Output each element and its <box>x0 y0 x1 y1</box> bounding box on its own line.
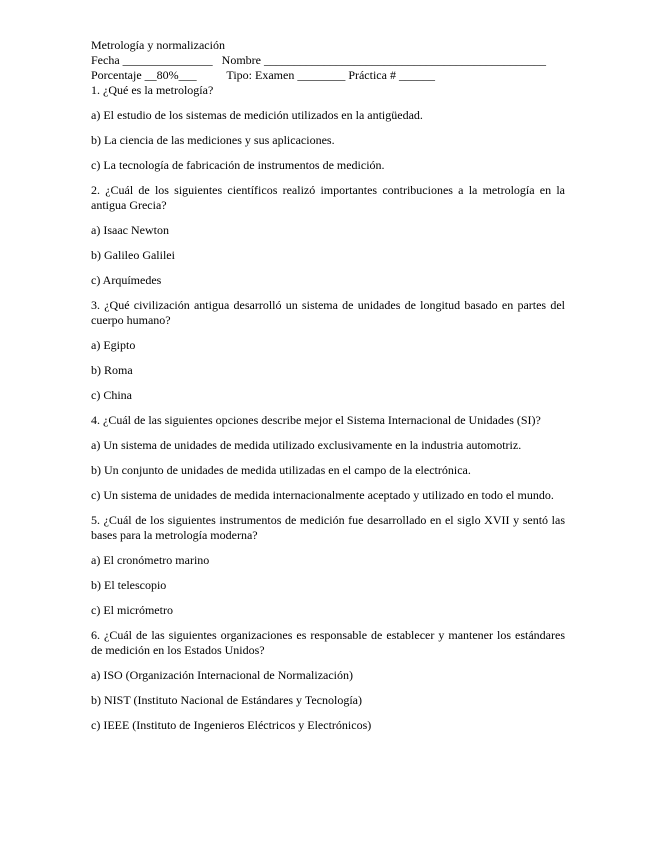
answer-option: b) NIST (Instituto Nacional de Estándares y Tecnología) <box>91 693 362 707</box>
answer-option: a) ISO (Organización Internacional de Normalización) <box>91 668 353 682</box>
answer-option: b) Galileo Galilei <box>91 248 175 262</box>
question-5 <box>91 513 565 618</box>
answer-option: a) Isaac Newton <box>91 223 169 237</box>
porcentaje-tipo-line: Porcentaje __80%___ Tipo: Examen ________ Práctica # ______ <box>91 68 435 82</box>
question-1 <box>91 83 565 173</box>
question-text: 1. ¿Qué es la metrología? <box>91 83 214 97</box>
answer-option: c) China <box>91 388 132 402</box>
answer-option: c) Un sistema de unidades de medida internacionalmente aceptado y utilizado en todo el mundo. <box>91 488 554 502</box>
fecha-nombre-line: Fecha _______________ Nombre _______________________________________________ <box>91 53 546 67</box>
question-6 <box>91 628 565 733</box>
question-text: 5. ¿Cuál de los siguientes instrumentos de medición fue desarrollado en el siglo XVII y sentó las bases para la metrología moderna? <box>91 513 565 542</box>
answer-option: b) Roma <box>91 363 133 377</box>
question-2 <box>91 183 565 288</box>
question-text: 2. ¿Cuál de los siguientes científicos realizó importantes contribuciones a la metrología en la antigua Grecia? <box>91 183 565 212</box>
answer-option: b) La ciencia de las mediciones y sus aplicaciones. <box>91 133 335 147</box>
answer-option: c) IEEE (Instituto de Ingenieros Eléctricos y Electrónicos) <box>91 718 372 732</box>
question-text: 3. ¿Qué civilización antigua desarrolló un sistema de unidades de longitud basado en partes del cuerpo humano? <box>91 298 565 327</box>
question-3 <box>91 298 565 403</box>
answer-option: c) Arquímedes <box>91 273 162 287</box>
question-text: 4. ¿Cuál de las siguientes opciones describe mejor el Sistema Internacional de Unidades (SI)? <box>91 413 541 427</box>
answer-option: c) El micrómetro <box>91 603 173 617</box>
answer-option: a) Un sistema de unidades de medida utilizado exclusivamente en la industria automotriz. <box>91 438 522 452</box>
question-text: 6. ¿Cuál de las siguientes organizaciones es responsable de establecer y mantener los estándares de medición en los Estados Unidos? <box>91 628 565 657</box>
question-list <box>91 83 565 733</box>
answer-option: b) El telescopio <box>91 578 167 592</box>
answer-option: a) El estudio de los sistemas de medición utilizados en la antigüedad. <box>91 108 423 122</box>
answer-option: a) El cronómetro marino <box>91 553 210 567</box>
answer-option: c) La tecnología de fabricación de instrumentos de medición. <box>91 158 385 172</box>
question-4 <box>91 413 565 503</box>
course-title: Metrología y normalización <box>91 38 225 52</box>
answer-option: a) Egipto <box>91 338 136 352</box>
answer-option: b) Un conjunto de unidades de medida utilizadas en el campo de la electrónica. <box>91 463 471 477</box>
